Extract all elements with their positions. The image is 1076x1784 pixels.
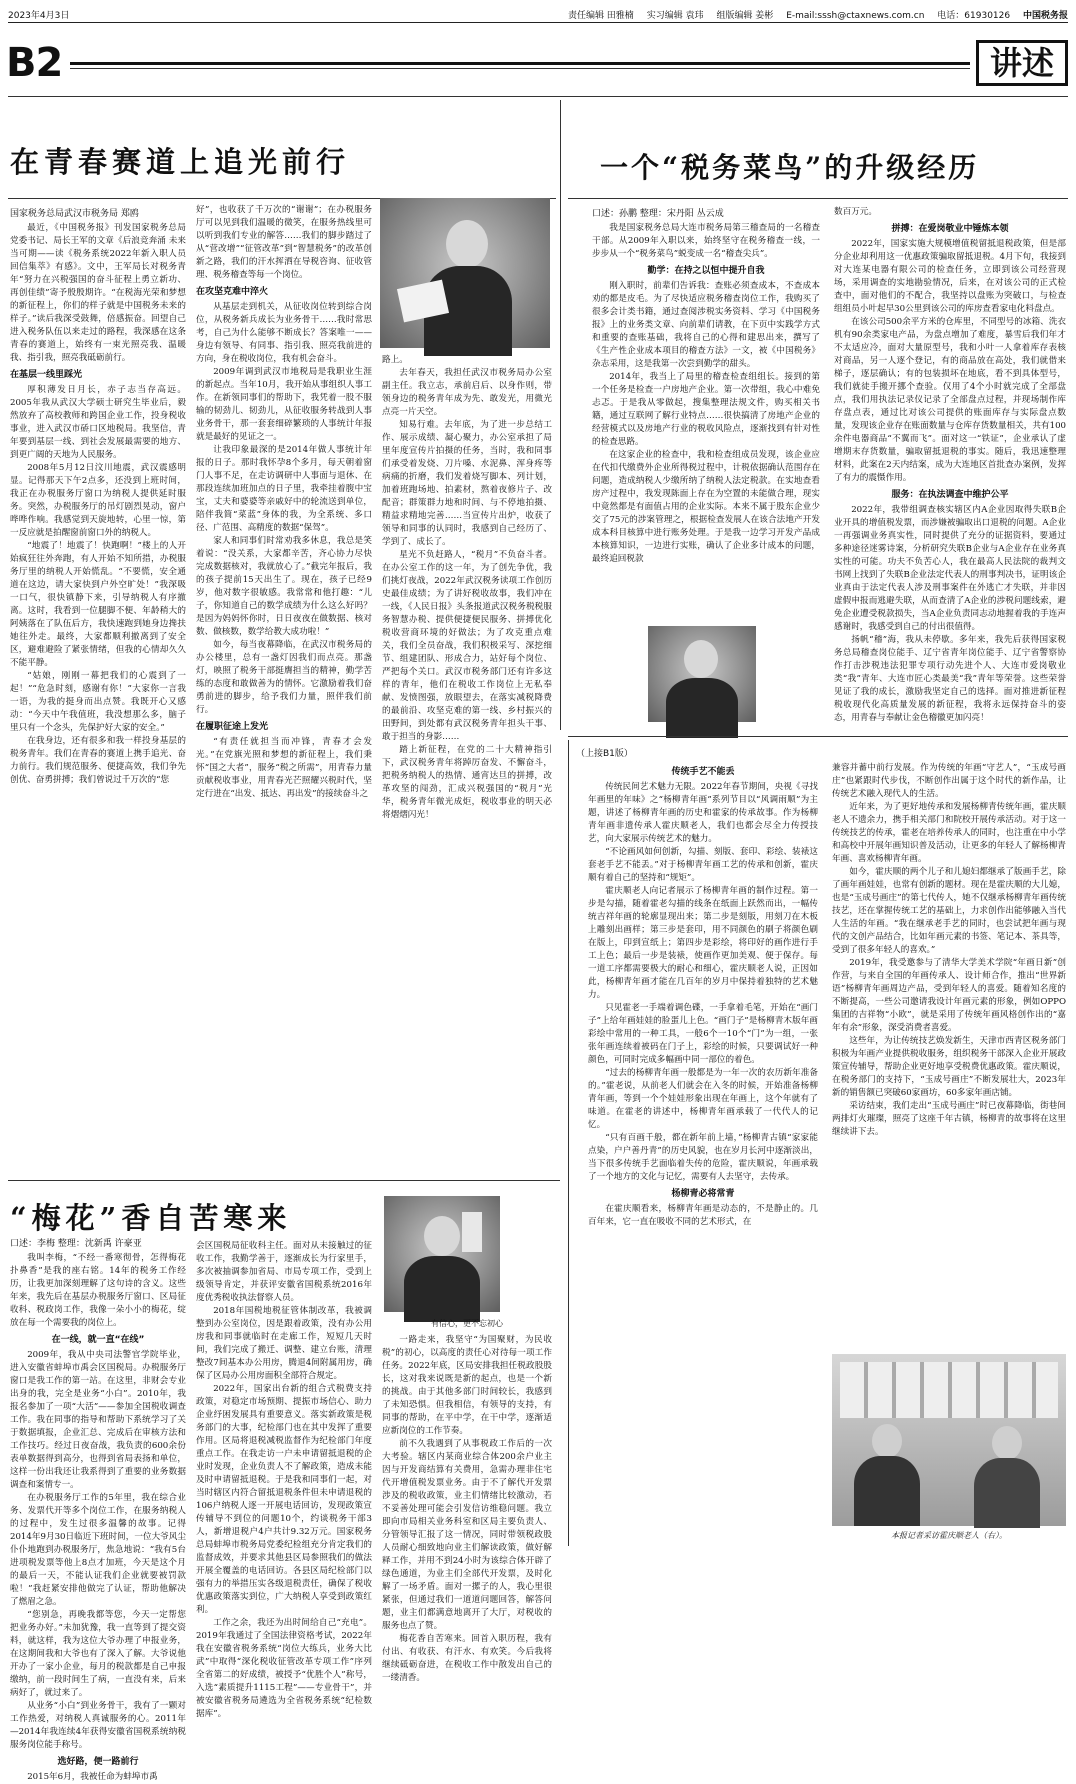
article4-col1: [588, 762, 818, 1542]
page-number: B2: [6, 40, 63, 86]
paragraph: “地震了！地震了！快跑啊！”楼上的人开始疯狂往外奔跑，有人开始不知所措，办税服务厅里的纳税人开始慌乱。“不要慌，安全通道在这边，请大家快到户外空旷处！”我深吸一口气，很快镇静下来，引导纳税人有序撤离。这时，我看到一位腿脚不便、年龄稍大的阿姨落在了队伍后方，我快速跑到她身边搀扶她往外走。最终，大家都顺利撤离到了安全区，避难避险了紧张情绪，但我的心情却久久不能平静。: [10, 541, 186, 668]
paragraph: “姑娘，刚刚一幕把我们的心震到了一起！”“危急时刻，感谢有你！”大家你一言我一语，为我的挺身而出点赞。我既开心又感动：“今天中午我值班，我没想那么多，脑子里只有一个念头，先保护好大家的安全。”: [10, 671, 186, 733]
column-divider: [560, 100, 561, 730]
article2-byline: 口述：孙鹏 整理：宋丹阳 丛云成: [592, 209, 724, 219]
paragraph: 我是国家税务总局大连市税务局第三稽查局的一名稽查干部。从2009年入职以来，始终坚守在税务稽查一线，一步步从一个“税务菜鸟”蜕变成一名“稽查尖兵”。: [592, 223, 820, 259]
paragraph: 路上。: [382, 355, 408, 365]
paragraph: 好”，也收获了千万次的“谢谢”；在办税服务厅可以见到我们温暖的微笑，在服务热线里可以听到我们专业的解答……我们的脚步踏过了从“营改增”“征管改革”到“智慧税务”的改革创新之路，我们的汗水挥洒在导税咨询、征收管理、税务稽查等每一个岗位。: [196, 205, 372, 280]
issue-date: 2023年4月3日: [8, 10, 70, 21]
paragraph: 让我印象最深的是2014年做人事统计年报的日子。那时我怀孕8个多月，每天朝着窗门人事不足，在走访调研中人事面与退休、在那段连续加班加点的日子里，我牵挂着腹中宝宝，丈夫和婆婆等亲戚好中的轮流送到单位，陪伴我简“菜蓝”身体的我，为全系统、多口径、广范围、高精度的数据“保驾”。: [196, 445, 372, 533]
article3-title: “梅花”香自苦寒来: [10, 1201, 292, 1235]
article3-subheading-2: 选好路，便一路前行: [57, 1757, 139, 1767]
column-divider-lower: [568, 740, 569, 1546]
paragraph: 前不久我遇到了从事税政工作后的一次大考验。辖区内某商业综合体200余户业主因与开发商结算有关费用，急需办理非住宅代开增值税发票业务。由于不了解代开发票涉及的税收政策，业主们情绪比较激动，若不妥善处理可能会引发信访维稳问题。我立即向市局相关业务科室和区局主要负责人、分管领导汇报了这一情况，同时带领税政股人员耐心细致地向业主们解读政策，做好解释工作，并用不到24小时为该综合体开辟了绿色通道，为业主们全部代开发票，及时化解了一场矛盾。面对一摞子的人，我心里很紧张，但通过我们一道道问题回答，解答问题，业主们都满意地离开了大厅，对税收的服务也点了赞。: [382, 1439, 552, 1631]
contact-email: E-mail:sssh@ctaxnews.com.cn: [786, 10, 925, 21]
article1-byline: 国家税务总局武汉市税务局 郑鸥: [10, 209, 139, 219]
article2-subheading-2: 拼搏：在爱岗敬业中锤炼本领: [891, 224, 1009, 234]
paragraph: 这些年，为让传统技艺焕发新生，天津市西青区税务部门积极为年画产业提供税收服务，组织税务干部深入企业开展政策宣传辅导，帮助企业更好地享受税费优惠政策。霍庆顺说，在税务部门的支持下，“玉成号画庄”不断发展壮大，2023年新的销售额已突破60家画坊，60多家年画店铺。: [832, 1036, 1066, 1098]
paragraph: 2015年6月，我被任命为蚌埠市禹: [27, 1772, 158, 1782]
paragraph: 刚入职时，前辈们告诉我：查账必须查成本，不查成本劝的都是皮毛。为了尽快适应税务稽查岗位工作，我购买了很多会计类书籍，通过查阅涉税实务资料、学习《中国税务报》上的业务类文章、向前辈们请教，在下页中实践学方式和重要的查账基础，我将自己的心得和建思出来，撰写了《生产性企业成本项目的稽查方法》一文，被《中国税务》杂志采用，这是我第一次尝到勤学的甜头。: [592, 281, 820, 369]
article3-byline: 口述：李梅 整理：沈新禹 许豪亚: [10, 1239, 142, 1249]
paper-name: 中国税务报: [1022, 10, 1068, 21]
paragraph: 工作之余，我还为出时间给自己“充电”。2019年我通过了全国法律资格考试，2022年我在安徽省税务系统“岗位大练兵，业务大比武”中取得“深化税收征管改革专项工作”序列全省第二的好成绩，被授予“优胜个人”称号，入选“素质提升1115工程”——专业骨干”，并被安徽省税务局遴选为全省税务系统“纪检数据库”。: [196, 1618, 372, 1719]
article3-photo: [384, 1196, 500, 1312]
paragraph: 2018年国税地税征管体制改革，我被调整到办公室岗位，因是跟着政策，没有办公用房我和同事就临时在走廊工作，短短几天时间，我们完成了搬迁、调整、建立台账，清理整改7间基本办公用房，腾退4间附属用房，确保了区局办公用房面积全部符合规定。: [196, 1306, 372, 1381]
paragraph: 一路走来，我坚守“为国聚财，为民收税”的初心，以高度的责任心对待每一项工作任务。2022年底，区局安排我担任税政股股长，这对我来说既是新的起点，也是一个新的挑战。由于其他多部门时间较长，我感到了未知恐惧。但我相信，有领导的支持，有同事的帮助，在平中学，在干中学，逐渐适应新岗位的工作节奏。: [382, 1335, 552, 1436]
article3-photo-caption: 有信心，更不忘初心: [431, 1319, 503, 1328]
article2-title-wrap: [600, 146, 1070, 186]
paragraph: 我叫李梅，“不经一番寒彻骨，怎得梅花扑鼻香”是我的座右铭。14年的税务工作经历，让我更加深刻理解了这句诗的含义。这些年来，我先后在基层办税服务厅窗口、区局征收科、税政岗工作，我像一朵小小的梅花，绽放在每一个需要我的岗位上。: [10, 1253, 186, 1328]
paragraph: “有责任就担当而冲锋，青春才会发光。”在党旗光照和梦想的新征程上，我们秉怀“国之大者”，服务“税之所需”，用青春力量贡献税收事业，用青春光芒照耀兴税时代，坚定行进在“出发、抵达、再出发”的接续奋斗之: [196, 737, 372, 799]
article4-photo: [832, 1354, 1066, 1526]
editor-2: 实习编辑 袁玮: [646, 10, 704, 21]
paragraph: 2014年，我当上了局里的稽查检查组组长。接到的第一个任务是检查一户房地产企业。第一次带组，我心中难免忐忑。于是我从零做起，搜集整理法规文件，购买相关书籍，通过互联网了解行业特点……很快搞清了房地产企业的经营模式以及房地产行业的税收风险点，逐渐找到有针对性的检查思路。: [592, 372, 820, 447]
article1-subheading-3: 在履职征途上发光: [196, 722, 269, 732]
paragraph: 近年来，为了更好地传承和发展杨柳青传统年画，霍庆顺老人不遗余力，携手相关部门和院校开展传承活动。对于这一传统技艺的传承，霍老在培养传承人的同时，也注重在中小学和高校中开展年画知识普及活动，让更多的年轻人了解杨柳青年画、喜欢杨柳青年画。: [832, 802, 1066, 864]
paragraph: “只有百画千般，都在新年前上墙，”杨柳青古镇“家家能点染，户户善丹青”的历史风貌，也在岁月长河中逐渐淡出，当下很多传统手艺面临着失传的危险，霍庆顺说，年画承载了一个地方的文化与记忆，需要有人去坚守，去传承。: [588, 1133, 818, 1182]
paragraph: 会区国税局征收科主任。面对从未接触过的征收工作，我勤学善于，逐渐成长为行家里手，多次被抽调参加省局、市局专项工作，受到上级领导肯定，并获评安徽省国税系统2016年度优秀税收执法督察人员。: [196, 1241, 372, 1303]
editor-1: 责任编辑 田雅楠: [567, 10, 634, 21]
paragraph: 从业务“小白”到业务骨干，我有了一颗对工作热爱，对纳税人真诚服务的心。2011年—2014年我连续4年获得安徽省国税系统纳税服务岗位能手称号。: [10, 1701, 186, 1750]
article1-title: 在青春赛道上追光前行: [10, 145, 351, 179]
paragraph: 传统民间艺术魅力无限。2022年春节期间，央视《寻找年画里的年味》之“杨柳青年画”系列节目以“风调雨顺”为主题，讲述了杨柳青年画的历史和霍家的传承故事。作为杨柳青年画非遗传承人霍庆顺老人，我们也都会尽全力传授技艺，向大家展示传统艺术的魅力。: [588, 782, 818, 844]
article4-col2: [832, 762, 1066, 1342]
paragraph: 厚积薄发日月长，赤子志当存高远。2005年我从武汉大学硕士研究生毕业后，毅然放弃了高校教师和跨国企业工作，投身税收事业，进入武汉市硚口区地税局。我坚信，青年要到基层一线、到社会发展最需要的地方、到更广阔的天地为人民服务。: [10, 385, 186, 460]
paragraph: 星光不负赶路人，“税月”不负奋斗者。在办公室工作的这一年，为了创先争优，我们挑灯夜战，2022年武汉税务读项工作创历史最佳成绩；为了讲好税收故事，我们冲在一线，《人民日报》头条报道武汉税务税税服务智慧办税、提供便捷便民服务、拼搏优化税收营商环境的好做法；为了攻克重点难关，我们全员奋战，我们积极采写、深挖细节、组建团队、形成合力，站好每个岗位、严把每个关口。武汉市税务部门还有许多这样的青年，他们在税收工作岗位上无私奉献、发愤图强，放眼望去，在落实减税降费的最前沿、攻坚克难的第一线、乡村振兴的田野间，到处都有武汉税务青年担头干事、敢于担当的身影……: [382, 550, 552, 742]
header-rule-thin: [70, 68, 970, 69]
article2-title: 一个“税务菜鸟”的升级经历: [600, 151, 980, 184]
paragraph: 扬帆“稽”海，我从未停歇。多年来，我先后获得国家税务总局稽查岗位能手、辽宁省青年岗位能手、辽宁省警察协作打击涉税违法犯罪专项行动先进个人、大连市爱岗敬业类“我”青年、大连市匠心类最美“我”青年等荣誉。这些荣誉见证了我的成长，激励我坚定自己的选择。面对推进新征程税收现代化高质量发展的新征程，我将永远保持奋斗的姿态，用青春与奉献让金色稽徽更加闪亮！: [834, 635, 1066, 723]
top-divider: [8, 96, 1068, 97]
paragraph: 在我身边，还有很多和我一样投身基层的税务青年。我们在青春的赛道上携手追光、奋力前行。我们规范服务、便捷高效，我们争先创优、奋勇拼搏；我们曾说过千万次的“您: [10, 736, 186, 785]
paragraph: 梅花香自苦寒来。回首入职历程，我有付出、有收获、有汗水、有欢笑。今后我将继续砥砺奋进，在税收工作中散发出自己的一缕清香。: [382, 1634, 552, 1683]
article4-subheading-2: 杨柳青必将常青: [671, 1189, 735, 1199]
paragraph: 2022年，国家出台新的组合式税费支持政策，对稳定市场预期、提振市场信心、助力企业纾困发展具有重要意义。落实新政策是税务部门的大事，纪检部门也在其中发挥了重要作用。区局将退税减税监督作为纪检部门年度重点工作。在我走访一户未申请留抵退税的企业时发现，企业负责人不了解政策，造成未能及时申请留抵退税。于是我和同事们一起，对当时辖区内符合留抵退税条件但未申请退税的106户纳税人逐一开展电话回访，发现政策宣传辅导不到位的问题10个，约谈税务干部3人，新增退税户4户共计9.32万元。国家税务总局蚌埠市税务局党委纪检组充分肯定我们的监督成效，并要求其他县区局参照我们的做法开展全覆盖的电话回访。各县区局纪检部门以强有力的举措压实各级退税责任，确保了税收优惠政策落实到位，广大纳税人享受到政策红利。: [196, 1384, 372, 1615]
paragraph: 在该公司500余平方米的仓库里，不同型号的冰箱、洗衣机有90余类家电产品，为盘点增加了难度，暴雪后我们年才不太适应冷，面对大量原型号，我和小叶一人拿着库存表核对商品，另一人逐个登记，有的商品放在高处，我们就借来梯子，逐层确认；有的包装损坏在地底，看不到具体型号，我们就徒手搬开挪个查验。仅用了4个小时就完成了全部盘点，我们用执法记录仪记录了全部盘点过程，并现场制作库存盘点表，通过比对该公司提供的账面库存与实际盘点数量，发现该企业存在账面数量与仓库存货数量相关，共有100余件电器商品“不翼而飞”。面对这一“铁证”，企业承认了虚增期末存货数量，骗取留抵退税的事实。随后，我迅速整理材料，此案在2天内结案，成为大连地区首批查办案例，发挥了有力的震慑作用。: [834, 317, 1066, 483]
paragraph: 最近，《中国税务报》刊发国家税务总局党委书记、局长王军的文章《后浪竞奔涌 未来当可期——读《税务系统2022年新入职人员回信集萃》有感》。文中，王军局长对税务青年“努力在兴税强国的奋斗征程上勇立新功、再创佳绩”寄予殷殷期许。“在税海光荣和梦想的新征程上，你们的样子就是中国税务未来的样子。”读后我深受鼓舞，倍感振奋。回望自己进入税务队伍以来走过的路程，我深感在这条青春的赛道上，始终有一束光照亮我、温暖我、指引我，照亮我砥砺前行。: [10, 223, 186, 363]
header-credits: [558, 8, 1068, 21]
article1-title-wrap: [10, 140, 540, 181]
header-rule: [70, 62, 970, 65]
page-header: [8, 6, 1068, 23]
article2-photo: [648, 626, 756, 722]
contact-phone: 电话：61930126: [937, 10, 1011, 21]
continued-label: （上接B1版）: [576, 749, 633, 759]
paragraph: “您别急，再晚我都等您，今天一定帮您把业务办好。”未加犹豫，我一直等到了提交资料，就这样，我为这位大爷办理了申报业务，在这期间我和大爷也有了深入了解。大爷说他开办了一家小企业，每月的税款都是自己申报缴纳，前一段时间生了病，一直没有来，后来病好了，就过来了。: [10, 1610, 186, 1698]
article1-col1: [10, 222, 186, 1172]
article1-subheading-1: 在基层一线里踩光: [10, 370, 83, 380]
paragraph: 采访结束，我们走出“玉成号画庄”时已夜幕降临，街巷间两排灯火璀璨，照亮了这座千年古镇，杨柳青的故事将在这里继续讲下去。: [832, 1101, 1066, 1137]
article3-subheading-1: 在一线，就一直“在线”: [51, 1335, 145, 1345]
paragraph: 知易行难。去年底，为了进一步总结工作、展示成绩、凝心聚力，办公室承担了局里年度宣传片拍摄的任务，当时，我和同事们承受着发烧、刀片嗓、水泥鼻、浑身疼等病痛的折磨，我们发着烧写脚本、列计划，加着班跑场地、拍素材，熬着夜修片子、改配音；群策群力地和时间、与不停地拍摄、精益求精地完善……当宣传片出炉，收获了领导和同事的认同时，我感到自己经历了、学到了、成长了。: [382, 420, 552, 547]
article1-subheading-2: 在攻坚克难中淬火: [196, 287, 269, 297]
paragraph: “过去的杨柳青年画一般都是为一年一次的农历新年准备的。”霍老说，从前老人们就会在入冬的时候，开始准备杨柳青年画，等到一个个娃娃形象出现在年画上，这个年就有了味道。在霍老的讲述中，杨柳青年画承载了一代代人的记忆。: [588, 1068, 818, 1130]
paragraph: 兼容并蓄中前行发展。作为传统的年画“守艺人”，“玉成号画庄”也紧跟时代步伐，不断创作出属于这个时代的新作品，让传统艺术融入现代人的生活。: [832, 763, 1066, 799]
article3-title-wrap: [10, 1196, 410, 1237]
paragraph: 在霍庆顺看来，杨柳青年画是动态的，不是静止的。几百年来，它一直在吸收不同的艺术形式，在: [588, 1204, 818, 1227]
article2-subheading-3: 服务：在执法调查中维护公平: [891, 490, 1009, 500]
paragraph: 2022年，我带组调查核实辖区内A企业因取得失联B企业开具的增值税发票，而涉嫌被骗取出口退税的问题。A企业一再强调业务真实性，同时提供了充分的证据资料，要通过多种途径迷雾诗案，分析研究失联B企业与A企业存在业务真实性的可能。功夫不负苦心人，我在最高人民法院的裁判文书网上找到了失联B企业法定代表人的刑事判决书，证明该企业真由于法定代表人涉及刑事案件在外逃亡才失联，并非因虚假申报而逃避失联，从而查清了A企业的涉税问题线索，避免企业遭受税款损失，当A企业负责同志动地握着我的手连声感谢时，我感受到自己的付出很值得。: [834, 505, 1066, 632]
editor-3: 组版编辑 姜彬: [716, 10, 774, 21]
article2-rule: [568, 198, 1068, 199]
paragraph: 数百万元。: [834, 207, 877, 217]
paragraph: “不论画风如何创新，勾描、刻版、套印、彩绘、装裱这套老手艺不能丢。”对于杨柳青年画工艺的传承和创新，霍庆顺有着自己的坚持和“规矩”。: [588, 847, 818, 883]
article1-col3: [382, 354, 552, 1172]
article2-col2: [834, 206, 1066, 726]
paragraph: 在这家企业的检查中，我和检查组成员发现，该企业应在代扣代缴费外企业所得税过程中，计税依据确认范围存在问题，造成纳税人少缴所纳了纳税人法定税款。在实地查看房产过程中，我发现陈面上存在为空置的未能做合理，现实中竟然都是有面值占用的企业实际。本来不属于股东企业少交了75元的涉案管理之，根据检查发展人在该合法地产开发成本科目核算中进行账务处理。于是我一边学习开发产品成本核算知识，一边进行实账，确认了企业多计成本的问题，最终追回税款: [592, 450, 820, 564]
paragraph: 如今，霍庆顺的两个儿子和儿媳妇都继承了版画手艺，除了画年画娃娃，也常有创新的题材。现在是霍庆顺的大儿媳，也是“玉成号画庄”的第七代传人，她不仅继承杨柳青年画传统技艺，还在掌握传统工艺的基础上，力求创作出能够融入当代人生活的年画。“我在继承老手艺的同时，也尝试把年画与现代的文创产品结合，比如年画元素的书签、笔记本、茶具等，受到了很多年轻人的喜欢。”: [832, 867, 1066, 955]
paragraph: 去年春天，我担任武汉市税务局办公室副主任。我立志，承前启后、以身作则，带领身边的税务青年成为先、敢发光，用微光点亮一片天空。: [382, 368, 552, 417]
paragraph: 霍庆顺老人向记者展示了杨柳青年画的制作过程。第一步是勾描，随着霍老勾描的线条在纸面上跃然而出，一幅传统吉祥年画的轮廓显现出来；第二步是刻版，用刻刀在木板上雕刻出画样；第三步是套印，用不同颜色的刷子将颜色刷在版上，印到宣纸上；第四步是彩绘，将印好的画作进行手工上色；最后一步是装裱，使画作更加美观、便于保存。每一道工序都需要极大的耐心和细心，霍庆顺老人说，正因如此，杨柳青年画才能在几百年的岁月中保持着独特的艺术魅力。: [588, 886, 818, 1000]
article3-col2: [196, 1240, 372, 1719]
paragraph: 从基层走到机关，从征收岗位转到综合岗位，从税务新兵成长为业务骨干……我时常思考，自己为什么能够不断成长？答案唯一——身边有领导、有同事、指引我、照亮我前进的方向，身在税收岗位，我有机会奋斗。: [196, 302, 372, 364]
section-label: 讲述: [976, 40, 1068, 86]
paragraph: 2009年，我从中央司法警官学院毕业，进入安徽省蚌埠市禹会区国税局。办税服务厅窗口是我工作的第一站。在这里，非财会专业出身的我，完全是业务“小白”。2010年，我报名参加了一项“大活”——参加全国税收调查工作。我在同事的指导和帮助下系统学习了关于数据填报，企业汇总、完成后在审核方法和工作技巧。经过日夜奋战，我负责的600余份表单数据得到高分，也得到省局表扬和单位，这样一份出我还让我系得到了重要的业务数据调查和案情专一。: [10, 1350, 186, 1490]
article1-col2: [196, 204, 372, 1172]
article4-subheading-1: 传统手艺不能丢: [671, 767, 735, 777]
paragraph: 只见霍老一手端着调色碟，一手拿着毛笔，开始在“画门子”上给年画娃娃的脸蛋儿上色。“画门子”是杨柳青木版年画彩绘中常用的一种工具，一般6个一10个“门”为一组，一张张年画连续着被码在门子上，彩绘的时候，只要调试好一种颜色，可同时完成多幅画中同一部位的着色。: [588, 1003, 818, 1065]
article1-photo: [380, 198, 550, 348]
paragraph: 家人和同事们时常劝我多休息，我总是笑着说：“没关系，大家都辛苦，齐心协力尽快完成数据核对，我就放心了。”截完年报后，我的孩子提前15天出生了。现在，孩子已经9岁，他对数字很敏感。我常常和他打趣：“儿子，你知道自己的数学成绩为什么这么好吗？是因为妈妈怀你时，日日夜夜在做数据、核对数、做核数，数学给教大成功啦！”: [196, 536, 372, 637]
paragraph: 2009年调到武汉市地税局是我职业生涯的新起点。当年10月，我开始从事组织人事工作。在新领同事们的帮助下，我凭着一股不服输的韧劲儿、韧劲儿，从征收服务转战到人事业务骨干，那一套套细碎繁琐的人事统计年报就是最好的见证之一。: [196, 367, 372, 442]
paragraph: 踏上新征程，在党的二十大精神指引下，武汉税务青年将踔厉奋发、不懈奋斗，把税务纳税人的热情、通宵达旦的拼搏，改革攻坚的闯劲，汇成兴税强国的“税月”光华，税务青年微光成炬，税收事业的明天必将熠熠闪光！: [382, 745, 552, 820]
article2-subheading-1: 勤学：在持之以恒中提升自我: [647, 266, 765, 276]
article3-col3: [382, 1334, 552, 1683]
paragraph: 在办税服务厅工作的5年里，我在综合业务、发票代开等多个岗位工作，在服务纳税人的过程中，发生过很多温馨的故事。记得2014年9月30日临近下班时间，一位大爷风尘仆仆地跑到办税服务厅，焦急地说：“我有5台进项税发票等他上8点才加班，今天是这个月的最后一天，不能认证我们企业就要被罚款啦！”我赶紧安排他做完了认证，帮助他解决了燃眉之急。: [10, 1493, 186, 1607]
paragraph: 2022年，国家实施大规模增值税留抵退税政策，但是部分企业却利用这一优惠政策骗取留抵退税。4月下旬，我接到对大连某电器有限公司的检查任务，立即到该公司经营现场，采用调查的实地勘验情况，后来，在对该公司的正式检查中，面对他们的不配合，我坚持以盘账为突破口，与检查组组员小叶起早30公里到该公司的库房查看家电化料盘点。: [834, 239, 1066, 314]
article2-bottom-rule: [568, 736, 1068, 737]
paragraph: 2019年，我受邀参与了清华大学美术学院“年画日新”创作营，与来自全国的年画传承人、设计师合作，推出“世界新语”杨柳青年画周边产品，受到年轻人的喜爱。随着知名度的不断提高，一些公司邀请我设计年画元素的形象，例如OPPO集团的吉祥物“小欧”，就是采用了传统年画风格创作出的“嘉年有余”形象，深受消费者喜爱。: [832, 958, 1066, 1033]
paragraph: 2008年5月12日汶川地震，武汉震感明显。记得那天下午2点多，还没到上班时间，我正在办税服务厅窗口为纳税人提供延时服务。突然，办税服务厅的吊灯剧烈晃动，窗户哗哗作响。我感觉到天旋地转，心里一惊，第一反应就是拍醒窗前窗口外的纳税人。: [10, 463, 186, 538]
article2-col1: [592, 222, 820, 622]
article3-top-rule: [8, 1180, 560, 1181]
article4-photo-caption: 本报记者采访霍庆顺老人（右）。: [891, 1531, 1007, 1540]
article3-col1: [10, 1252, 186, 1782]
paragraph: 如今，每当夜幕降临，在武汉市税务局的办公楼里，总有一盏灯因我们而点亮。那盏灯，映照了税务干部挺膺担当的精神，勤学苦练的态度和敢做善为的情怀。它激励着我们奋勇前进的脚步，给予我们力量，照伴我们前行。: [196, 640, 372, 715]
